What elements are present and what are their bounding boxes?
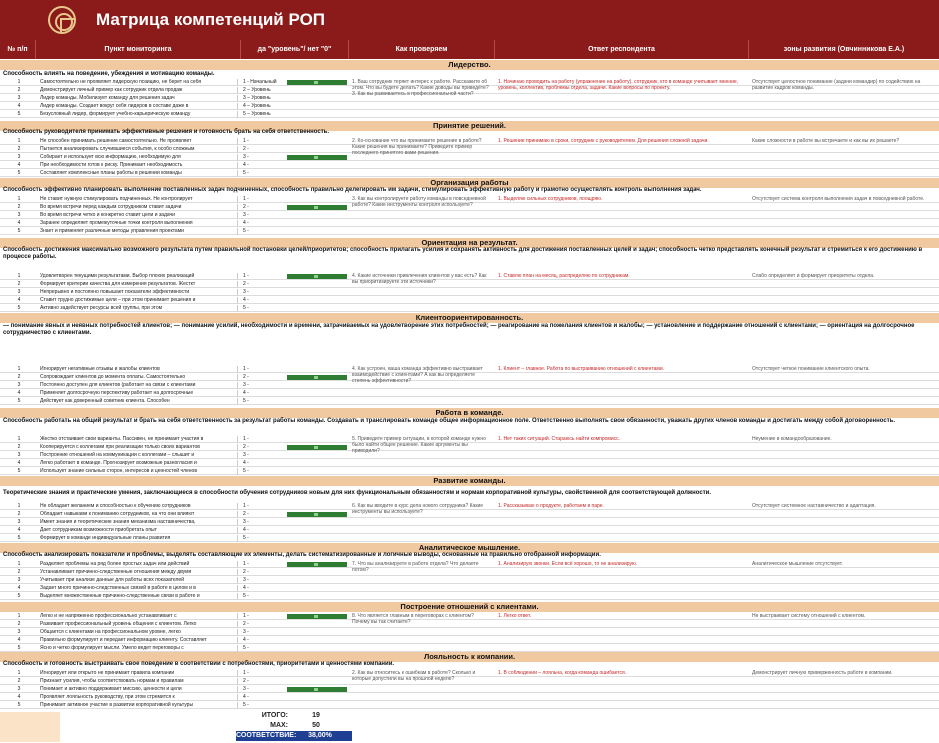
level-cell: [287, 139, 347, 144]
row-number: 3: [17, 519, 21, 525]
selected-level-bar: [287, 274, 347, 279]
monitoring-item: Игнорирует или открыто не принимает правила компании: [38, 670, 238, 677]
monitoring-item: Легко работает в команде. Прогнозирует возможные разногласия и: [38, 460, 238, 467]
row-number: 1: [17, 273, 21, 279]
table-header: [0, 40, 939, 59]
row-number: 1: [17, 561, 21, 567]
level-cell: [287, 586, 347, 591]
monitoring-item: Знает и применяет различные методы управления проектами: [38, 228, 238, 235]
level-select[interactable]: 4 -: [243, 297, 249, 303]
row-number: 4: [17, 460, 21, 466]
development-zone: Отсутствует четкое понимание клиентского опыта.: [752, 366, 870, 372]
row-number: 5: [17, 645, 21, 651]
total-label: ИТОГО:: [261, 712, 288, 719]
level-select[interactable]: 3 -: [243, 289, 249, 295]
monitoring-item: Формирует критерии качества для измерения результатов. Жесткт: [38, 281, 238, 288]
level-cell: [287, 229, 347, 234]
level-select[interactable]: 2 -: [243, 621, 249, 627]
monitoring-item: Жестко отстаивает свои варианты. Пассивен, не принимает участия в: [38, 436, 238, 443]
level-cell: [287, 646, 347, 651]
header-check: Как проверяем: [349, 40, 495, 59]
respondent-answer: 1. В соблюдении – лояльна, когда команда ошибается.: [498, 670, 627, 676]
row-number: 2: [17, 87, 21, 93]
selected-level-bar: [287, 614, 347, 619]
development-zone: Не выстраивает систему отношений с клиентом.: [752, 613, 866, 619]
level-select[interactable]: 3 – Уровень: [243, 95, 271, 101]
row-number: 4: [17, 220, 21, 226]
header-zones: зоны развития (Овчинникова Е.А.): [783, 45, 905, 53]
header-item: Пункт мониторинга: [36, 40, 241, 59]
level-select[interactable]: 3 -: [243, 154, 249, 160]
row-number: 1: [17, 366, 21, 372]
monitoring-item: Активно задействует ресурсы всей группы, при этом: [38, 305, 238, 312]
level-cell: [287, 578, 347, 583]
respondent-answer: 1. Выделяю сильных сотрудников, поощряю.: [498, 196, 603, 202]
level-select[interactable]: 5 -: [243, 468, 249, 474]
check-question: 8. Что является главным в переговорах с клиентом? Почему вы так считаете?: [352, 613, 474, 625]
selected-level-bar: [287, 155, 347, 160]
monitoring-item: Проявляет лояльность руководству, при этом стремится к: [38, 694, 238, 701]
level-cell: [287, 112, 347, 117]
level-select[interactable]: 5 -: [243, 398, 249, 404]
monitoring-item: Понимает и активно поддерживает миссию, ценности и цели: [38, 686, 238, 693]
level-cell: [287, 594, 347, 599]
level-select[interactable]: 1 -: [243, 366, 249, 372]
section-title: Организация работы: [0, 178, 939, 188]
row-number: 4: [17, 390, 21, 396]
row-number: 3: [17, 95, 21, 101]
level-cell: [287, 282, 347, 287]
conformity-value: 38,00%: [308, 732, 332, 739]
monitoring-item: Демонстрирует личный пример как сотрудник отдела продаж: [38, 87, 238, 94]
respondent-answer: 1. Начинаю проводить на работу (упражнение на работу), сотрудник, кто в команде учитывает мнение, уровень, коллектив, проблемы отдела, задачи. Какие вопросы по проекту.: [498, 79, 739, 91]
level-select[interactable]: 4 -: [243, 694, 249, 700]
monitoring-item: Ставит трудно достижимые цели – при этом принимает решения и: [38, 297, 238, 304]
level-cell: [287, 96, 347, 101]
row-number: 3: [17, 382, 21, 388]
level-select[interactable]: 3 -: [243, 629, 249, 635]
check-question: 4. Какие источники привлечения клиентов у вас есть? Как вы приоритизируете эти источники?: [352, 273, 487, 285]
monitoring-item: Во время встречи четко и конкретно ставит цели и задачи: [38, 212, 238, 219]
check-question: 4. Как устроен, ваша команда эффективно выстраивает взаимодействие с клиентами? А как вы определяете степень эффективности?: [352, 366, 483, 384]
level-select[interactable]: 2 -: [243, 146, 249, 152]
monitoring-item: Задает много причинно-следственных связей в работе в целом и в: [38, 585, 238, 592]
header-num: № п/п: [0, 40, 36, 59]
level-cell: [287, 638, 347, 643]
level-select[interactable]: 2 -: [243, 569, 249, 575]
level-select[interactable]: 3 -: [243, 382, 249, 388]
level-select[interactable]: 3 -: [243, 686, 249, 692]
max-value: 50: [312, 722, 320, 729]
level-select[interactable]: 4 -: [243, 390, 249, 396]
level-cell: [287, 703, 347, 708]
level-select[interactable]: 5 -: [243, 593, 249, 599]
monitoring-item: Удовлетворен текущими результатами. Выбор плохих реализаций: [38, 273, 238, 280]
level-cell: [287, 399, 347, 404]
development-zone: Отсутствует системное наставничество и адаптация.: [752, 503, 876, 509]
level-select[interactable]: 1 -: [243, 503, 249, 509]
monitoring-item: Построение отношений на коммуникации с коллегами – слышит и: [38, 452, 238, 459]
row-number: 3: [17, 212, 21, 218]
development-zone: Отсутствует система контроля выполнения задач в повседневной работе.: [752, 196, 925, 202]
monitoring-item: Во время встречи перед каждым сотрудником ставит задачи: [38, 204, 238, 211]
level-cell: [287, 570, 347, 575]
row-number: 3: [17, 577, 21, 583]
level-cell: [287, 437, 347, 442]
level-select[interactable]: 4 -: [243, 220, 249, 226]
total-value: 19: [312, 712, 320, 719]
level-cell: [287, 147, 347, 152]
level-cell: [287, 290, 347, 295]
level-select[interactable]: 2 -: [243, 444, 249, 450]
competency-definition: — понимание явных и неявных потребностей клиентов; — понимание усилий, необходимости и времени, затрачиваемых на удовлетворение этих потребностей; — реагирование на пожелания клиентов и жалобы; — установление и поддержание отношений с клиентами; — ориентация на долгосрочное сотрудничество с клиентами.: [3, 323, 915, 336]
level-select[interactable]: 5 -: [243, 645, 249, 651]
level-select[interactable]: 5 -: [243, 170, 249, 176]
level-select[interactable]: 2 -: [243, 678, 249, 684]
row-number: 2: [17, 146, 21, 152]
selected-level-bar: [287, 687, 347, 692]
level-select[interactable]: 1 -: [243, 613, 249, 619]
level-cell: [287, 213, 347, 218]
conformity-label: СООТВЕТСТВИЕ:: [236, 732, 297, 739]
selected-level-bar: [287, 205, 347, 210]
monitoring-item: Самостоятельно не проявляет лидерскую позицию, не берет на себя: [38, 79, 238, 86]
section-title: Принятие решений.: [0, 121, 939, 131]
monitoring-item: Пытается анализировать случившиеся события, к особо сложным: [38, 146, 238, 153]
level-select[interactable]: 5 -: [243, 228, 249, 234]
level-cell: [287, 367, 347, 372]
respondent-answer: 1. Рассказываю о продукте, работаем в паре.: [498, 503, 604, 509]
competency-definition: Теоретические знания и практические умения, заключающиеся в способности обучения сотрудников новым для них функциональным обязанностям и нормам корпоративной культуры, свойственной для соответствующей должности.: [3, 490, 711, 496]
max-label: MAX:: [270, 722, 288, 729]
title-bar: [0, 0, 939, 40]
level-select[interactable]: 5 -: [243, 535, 249, 541]
section-title: Построение отношений с клиентами.: [0, 602, 939, 612]
row-number: 5: [17, 228, 21, 234]
monitoring-item: Формирует в команде индивидуальные планы развития: [38, 535, 238, 542]
level-select[interactable]: 3 -: [243, 577, 249, 583]
row-number: 1: [17, 196, 21, 202]
check-question: 2. Ко-основание что вы принимаете решение в работе? Какие решения вы принимаете? Приведите пример последнего принятого вами решения.: [352, 138, 482, 156]
level-select[interactable]: 5 -: [243, 305, 249, 311]
monitoring-item: Заранее определяет промежуточные точки контроля выполнения: [38, 220, 238, 227]
row-number: 4: [17, 527, 21, 533]
level-cell: [287, 197, 347, 202]
check-question: 7. Что вы анализируете в работе отдела? Что делаете потом?: [352, 561, 479, 573]
section-title: Лояльность к компании.: [0, 652, 939, 662]
respondent-answer: 1. Клиент – главное. Работа по выстраиванию отношений с клиентами.: [498, 366, 665, 372]
row-number: 4: [17, 694, 21, 700]
monitoring-item: Безусловный лидер, формирует учебно-карьерическую команду: [38, 111, 238, 118]
level-select[interactable]: 5 -: [243, 702, 249, 708]
section-title: Ориентация на результат.: [0, 238, 939, 248]
competency-definition: Способность эффективно планировать выполнение поставленных задач подчиненных, способность правильно делегировать им задачи, стимулировать эффективную работу и грамотно осуществлять контроль выполнения задач.: [3, 187, 702, 193]
level-cell: [287, 622, 347, 627]
section-title: Лидерство.: [0, 60, 939, 70]
monitoring-item: Составляет комплексные планы работы в решении команды: [38, 170, 238, 177]
row-number: 4: [17, 297, 21, 303]
level-cell: [287, 671, 347, 676]
level-select[interactable]: 5 – Уровень: [243, 111, 271, 117]
row-number: 5: [17, 111, 21, 117]
row-number: 5: [17, 305, 21, 311]
row-number: 4: [17, 162, 21, 168]
level-select[interactable]: 2 -: [243, 511, 249, 517]
monitoring-item: Не обладает желанием и способностью к обучению сотрудников: [38, 503, 238, 510]
row-number: 3: [17, 452, 21, 458]
selected-level-bar: [287, 80, 347, 85]
check-question: 3. Как вы контролируете работу команды в повседневной работе? Какие инструменты контроля используете?: [352, 196, 486, 208]
section-title: Развитие команды.: [0, 476, 939, 486]
development-zone: Какие сложности в работе вы встречаете и как вы их решаете?: [752, 138, 900, 144]
row-number: 3: [17, 154, 21, 160]
check-question: 2. Как вы относитесь к ошибкам в работе? Сколько и которые допустили вы на прошлой неделе?: [352, 670, 476, 682]
row-number: 5: [17, 170, 21, 176]
respondent-answer: 1. Легко ответ.: [498, 613, 532, 619]
row-number: 4: [17, 585, 21, 591]
respondent-answer: 1. Нет таких ситуаций. Стараюсь найти компромисс.: [498, 436, 621, 442]
row-number: 5: [17, 593, 21, 599]
level-select[interactable]: 1 -: [243, 196, 249, 202]
level-cell: [287, 391, 347, 396]
totals-left-band: [0, 712, 60, 742]
level-select[interactable]: 4 – Уровень: [243, 103, 271, 109]
monitoring-item: Не ставит нужную стимулировать подчиненных. Не контролирует: [38, 196, 238, 203]
row-number: 3: [17, 686, 21, 692]
row-number: 2: [17, 569, 21, 575]
respondent-answer: 1. Анализирую звонки. Если всё хорошо, то не анализирую.: [498, 561, 638, 567]
level-cell: [287, 504, 347, 509]
row-number: 2: [17, 678, 21, 684]
monitoring-item: Обладает навыками к пониманию сотрудников, на что они влияют: [38, 511, 238, 518]
level-select[interactable]: 2 – Уровень: [243, 87, 271, 93]
level-cell: [287, 298, 347, 303]
row-number: 1: [17, 613, 21, 619]
selected-level-bar: [287, 512, 347, 517]
row-number: 2: [17, 374, 21, 380]
level-cell: [287, 221, 347, 226]
page-title: Матрица компетенций РОП: [96, 10, 326, 29]
level-select[interactable]: 3 -: [243, 519, 249, 525]
monitoring-item: Лидер команды. Мобилизует команду для решения задач: [38, 95, 238, 102]
row-number: 2: [17, 511, 21, 517]
section-title: Клиентоориентированность.: [0, 313, 939, 323]
selected-level-bar: [287, 445, 347, 450]
monitoring-item: Сопровождает клиентов до момента оплаты. Самостоятельно: [38, 374, 238, 381]
level-select[interactable]: 4 -: [243, 637, 249, 643]
level-cell: [287, 536, 347, 541]
row-number: 1: [17, 79, 21, 85]
monitoring-item: Признает усилия, чтобы соответствовать нормам и правилам: [38, 678, 238, 685]
monitoring-item: Общается с клиентами на профессиональном уровне, легко: [38, 629, 238, 636]
competency-definition: Способность влиять на поведение, убеждения и мотивацию команды.: [3, 71, 215, 77]
row-number: 3: [17, 289, 21, 295]
row-number: 2: [17, 281, 21, 287]
check-question: 6. Как вы вводите в курс дела нового сотрудника? Какие инструменты вы используете?: [352, 503, 484, 515]
competency-definition: Способность работать на общий результат и брать на себя ответственность за результат работы команды. Создавать и транслировать команде общее информационное поле. Ответственно выполнять свои обязанности, уважать других членов команды и достигать между собой договоренность.: [3, 418, 895, 424]
competency-definition: Способность анализировать показатели и проблемы, выделять составляющие их элементы, делать систематизированные и логичные выводы, основанные на правильно отобранной информации.: [3, 552, 601, 558]
monitoring-item: Использует знание сильных сторон, интересов и ценностей членов: [38, 468, 238, 475]
row-number: 1: [17, 670, 21, 676]
row-number: 1: [17, 138, 21, 144]
level-select[interactable]: 1 -: [243, 138, 249, 144]
development-zone: Слабо определяет и формирует приоритеты отдела.: [752, 273, 875, 279]
level-cell: [287, 306, 347, 311]
selected-level-bar: [287, 375, 347, 380]
section-title: Работа в команде.: [0, 408, 939, 418]
row-number: 1: [17, 436, 21, 442]
monitoring-item: Действует как доверенный советник клиента. Способен: [38, 398, 238, 405]
level-select[interactable]: 1 -: [243, 561, 249, 567]
monitoring-item: Постоянно доступен для клиентов (работает на связи с клиентами: [38, 382, 238, 389]
monitoring-item: Не способен принимать решение самостоятельно. Не проявляет: [38, 138, 238, 145]
monitoring-item: Устанавливает причинно-следственные отношения между двумя: [38, 569, 238, 576]
monitoring-item: При необходимости готов к риску. Принимает необходимость: [38, 162, 238, 169]
level-select[interactable]: 3 -: [243, 212, 249, 218]
monitoring-item: Игнорирует негативные отзывы и жалобы клиентов: [38, 366, 238, 373]
selected-level-bar: [287, 562, 347, 567]
competency-definition: Способность и готовность выстраивать свое поведение в соответствии с потребностями, приоритетами и ценностями компании.: [3, 661, 395, 667]
row-number: 4: [17, 637, 21, 643]
check-question: 5. Приведите пример ситуации, в которой команде нужно было найти общее решение. Какие аргументы вы приводили?: [352, 436, 486, 454]
level-select[interactable]: 1 -: [243, 670, 249, 676]
level-select[interactable]: 1 -: [243, 273, 249, 279]
monitoring-item: Применяет долгосрочную перспективу работает на долгосрочные: [38, 390, 238, 397]
monitoring-item: Имеет знания и теоретические знания механизма наставничества,: [38, 519, 238, 526]
row-number: 2: [17, 444, 21, 450]
development-zone: Неумение в командообразование.: [752, 436, 832, 442]
conformity-row: [236, 731, 352, 741]
development-zone: Аналитическое мышление отсутствует.: [752, 561, 843, 567]
level-cell: [287, 383, 347, 388]
level-select[interactable]: 4 -: [243, 527, 249, 533]
monitoring-item: Собирает и использует всю информацию, необходимую для: [38, 154, 238, 161]
level-cell: [287, 88, 347, 93]
monitoring-item: Легко и не напряженно профессионально устанавливает с: [38, 613, 238, 620]
development-zone: Отсутствует целостное понимание (задачи командир) по содействию на развитие кадров команды.: [752, 79, 921, 91]
level-select[interactable]: 2 -: [243, 204, 249, 210]
monitoring-item: Дает сотрудникам возможности приобретать опыт: [38, 527, 238, 534]
row-number: 5: [17, 468, 21, 474]
check-question: 1. Ваш сотрудник теряет интерес к работе. Расскажите об этом. Что вы будете делать? Какие доводы вы приведёте? 3. Как вы развиваетесь в профессиональной части?: [352, 79, 489, 97]
level-cell: [287, 453, 347, 458]
level-cell: [287, 163, 347, 168]
level-cell: [287, 171, 347, 176]
row-number: 2: [17, 204, 21, 210]
row-number: 1: [17, 503, 21, 509]
level-select[interactable]: 1 -: [243, 436, 249, 442]
level-cell: [287, 695, 347, 700]
row-number: 5: [17, 398, 21, 404]
header-answer: Ответ респондента: [495, 40, 749, 59]
monitoring-item: Развивает профессиональный уровень общения с клиентом. Легко: [38, 621, 238, 628]
monitoring-item: Правильно формулирует и передает информацию клиенту. Составляет: [38, 637, 238, 644]
monitoring-item: Выделяет множественные причинно-следственные связи в работе и: [38, 593, 238, 600]
monitoring-item: Ясно и четко формулирует мысли. Умело ведет переговоры с: [38, 645, 238, 652]
level-select[interactable]: 2 -: [243, 281, 249, 287]
level-select[interactable]: 3 -: [243, 452, 249, 458]
level-cell: [287, 104, 347, 109]
monitoring-item: Непрерывно и постоянно повышает показатели эффективности: [38, 289, 238, 296]
company-logo-icon: [48, 6, 76, 34]
level-select[interactable]: 2 -: [243, 374, 249, 380]
row-number: 5: [17, 702, 21, 708]
monitoring-item: Принимает активное участие в развитии корпоративной культуры: [38, 702, 238, 709]
level-cell: [287, 520, 347, 525]
respondent-answer: 1. Решение принимаю в сроки, сотрудник с руководителем. Для решения сложной задачи.: [498, 138, 709, 144]
development-zone: Демонстрирует личную приверженность работе в компании.: [752, 670, 893, 676]
monitoring-item: Разделяет проблемы на ряд более простых задач или действий: [38, 561, 238, 568]
level-cell: [287, 461, 347, 466]
competency-definition: Способность руководителя принимать эффективные решения и готовность брать на себя ответственность.: [3, 129, 330, 135]
respondent-answer: 1. Ставлю план на месяц, распределяю по сотрудникам.: [498, 273, 630, 279]
level-select[interactable]: 4 -: [243, 162, 249, 168]
level-cell: [287, 630, 347, 635]
level-cell: [287, 469, 347, 474]
level-cell: [287, 679, 347, 684]
level-cell: [287, 528, 347, 533]
monitoring-item: Учитывает при анализе данные для работы всех показателей: [38, 577, 238, 584]
competency-definition: Способность достижения максимально возможного результата путем правильной постановки целей/приоритетов; способность прилагать усилия и сохранять активность для достижения поставленных целей и задач; способность четко представлять конечный результат и стремиться к его достижению в процессе работы.: [3, 247, 923, 260]
level-select[interactable]: 1 - Начальный: [243, 79, 277, 85]
row-number: 2: [17, 621, 21, 627]
row-number: 4: [17, 103, 21, 109]
level-select[interactable]: 4 -: [243, 585, 249, 591]
level-select[interactable]: 4 -: [243, 460, 249, 466]
row-number: 3: [17, 629, 21, 635]
monitoring-item: Лидер команды. Создает вокруг себя лидеров в составе даже в: [38, 103, 238, 110]
section-title: Аналитическое мышление.: [0, 543, 939, 553]
header-yesno: да "уровень"/ нет "0": [241, 40, 349, 59]
monitoring-item: Кооперируется с коллегами при реализации только своих вариантов: [38, 444, 238, 451]
row-number: 5: [17, 535, 21, 541]
